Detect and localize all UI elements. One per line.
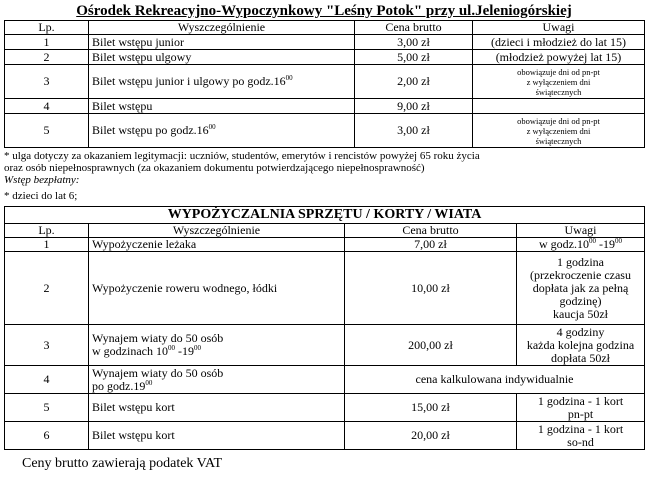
row-price: 20,00 zł [345,422,517,450]
row-description: Bilet wstępu kort [89,394,345,422]
price-list-page [4,0,644,472]
table-row [5,50,645,65]
header-price: Cena brutto [355,21,473,35]
row-lp: 5 [5,114,89,148]
row-price: 7,00 zł [345,238,517,252]
row-note: (dzieci i młodzież do lat 15) [473,35,645,50]
row-price: 15,00 zł [345,394,517,422]
header-description: Wyszczególnienie [89,21,355,35]
footnote-disabled: oraz osób niepełnosprawnych (za okazaniem dokumentu potwierdzającego niepełnosprawność) [4,162,425,174]
row-description: Bilet wstępu [89,99,355,114]
header-notes: Uwagi [473,21,645,35]
table-row [5,114,645,148]
page-title: Ośrodek Rekreacyjno-Wypoczynkowy "Leśny Potok" przy ul.Jeleniogórskiej [76,3,572,19]
row-price-merged: cena kalkulowana indywidualnie [345,366,645,394]
row-note: w $godz.10^{00}$ $-19^{00}$ [517,238,645,252]
table-row [5,366,645,394]
header-price: Cena brutto [345,224,517,238]
table-header-row [5,224,645,238]
row-description: Bilet wstępu junior [89,35,355,50]
row-description: Wynajem wiaty do 50 osób w godzinach $10^{00}$ $-19^{00}$ [89,325,345,366]
row-note: 4 godziny każda kolejna godzina dopłata 50zł [517,325,645,366]
row-note [473,99,645,114]
row-lp: 3 [5,65,89,99]
row-price: 2,00 zł [355,65,473,99]
vat-note: Ceny brutto zawierają podatek VAT [22,456,223,471]
footnotes [4,150,644,202]
table-row [5,394,645,422]
row-price: 9,00 zł [355,99,473,114]
row-lp: 2 [5,252,89,325]
table-row [5,252,645,325]
row-note: obowiązuje dni od pn-pt z wyłączeniem dni świątecznych [473,65,645,99]
row-price: 10,00 zł [345,252,517,325]
row-lp: 5 [5,394,89,422]
row-note: 1 godzina - 1 kort pn-pt [517,394,645,422]
row-lp: 1 [5,238,89,252]
footnote-discount: * ulga dotyczy za okazaniem legitymacji: uczniów, studentów, emerytów i rencistów powyżej 65 roku życia [4,150,480,162]
header-description: Wyszczególnienie [89,224,345,238]
table-row [5,65,645,99]
free-entry-heading: Wstęp bezpłatny: [4,174,80,186]
row-description: Wypożyczenie roweru wodnego, łódki [89,252,345,325]
row-lp: 1 [5,35,89,50]
row-description: Wynajem wiaty do 50 osób po $godz.19^{00}$ [89,366,345,394]
header-lp: Lp. [5,224,89,238]
row-note: 1 godzina (przekroczenie czasu dopłata jak za pełną godzinę) kaucja 50zł [517,252,645,325]
table-row [5,35,645,50]
row-description: Bilet wstępu kort [89,422,345,450]
row-price: 3,00 zł [355,35,473,50]
table-row [5,99,645,114]
table-header-row [5,21,645,35]
row-lp: 2 [5,50,89,65]
row-note: obowiązuje dni od pn-pt z wyłączeniem dni świątecznych [473,114,645,148]
table-row [5,325,645,366]
row-price: 3,00 zł [355,114,473,148]
header-notes: Uwagi [517,224,645,238]
row-description: Bilet wstępu ulgowy [89,50,355,65]
table-row [5,422,645,450]
rental-table [4,206,645,450]
row-price: 5,00 zł [355,50,473,65]
row-lp: 4 [5,99,89,114]
row-description: Wypożyczenie leżaka [89,238,345,252]
row-description: Bilet wstępu po $godz.16^{00}$ [89,114,355,148]
row-note: (młodzież powyżej lat 15) [473,50,645,65]
rental-table-title: WYPOŻYCZALNIA SPRZĘTU / KORTY / WIATA [5,207,645,224]
row-lp: 6 [5,422,89,450]
row-price: 200,00 zł [345,325,517,366]
header-lp: Lp. [5,21,89,35]
tickets-table [4,20,645,148]
free-entry-item: * dzieci do lat 6; [4,190,78,202]
row-description: Bilet wstępu junior i ulgowy po $godz.16^{00}$ [89,65,355,99]
table-row [5,238,645,252]
row-note: 1 godzina - 1 kort so-nd [517,422,645,450]
row-lp: 3 [5,325,89,366]
rental-table-title-row [5,207,645,224]
row-lp: 4 [5,366,89,394]
